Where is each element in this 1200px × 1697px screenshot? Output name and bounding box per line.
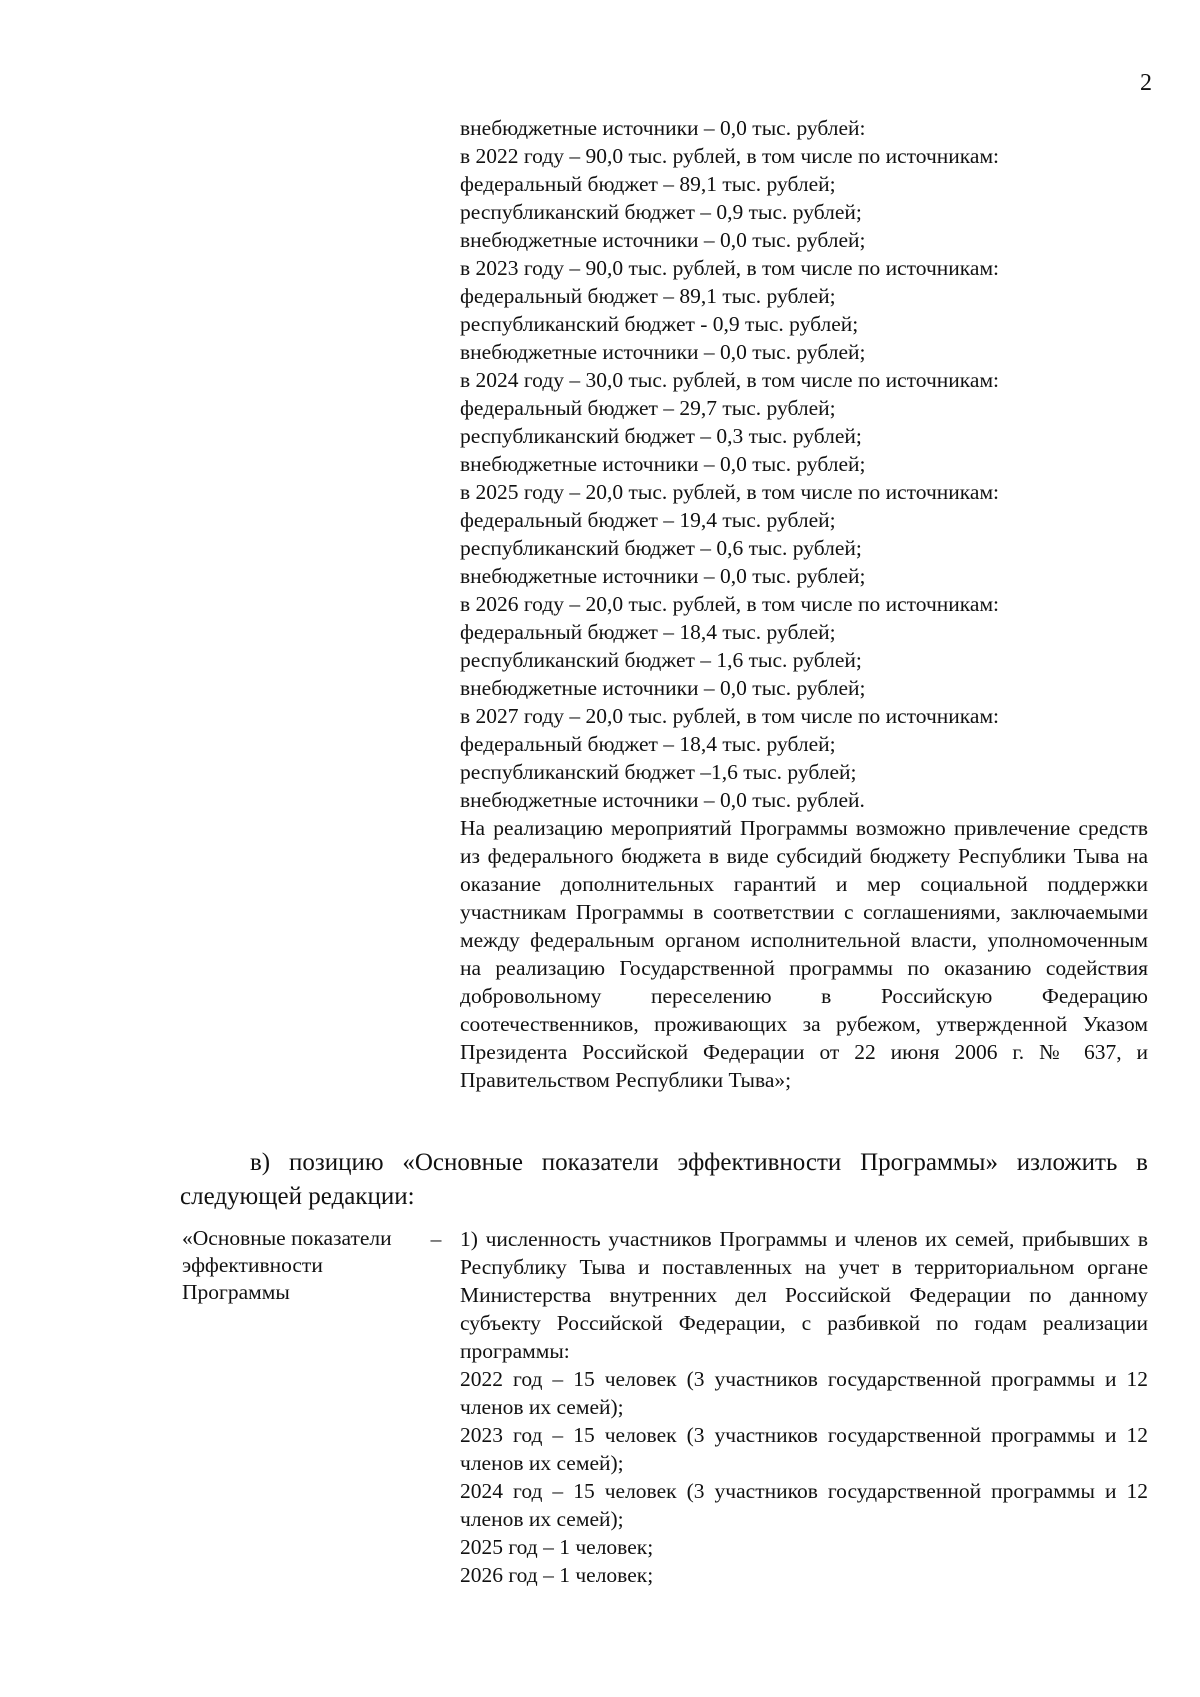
funding-line: республиканский бюджет – 0,9 тыс. рублей; <box>460 200 862 224</box>
funding-line: федеральный бюджет – 29,7 тыс. рублей; <box>460 396 836 420</box>
funding-line: республиканский бюджет – 1,6 тыс. рублей; <box>460 648 862 672</box>
amendment-instruction: в) позицию «Основные показатели эффективности Программы» изложить в следующей редакции: <box>180 1149 1148 1210</box>
position-label: «Основные показатели эффективности Программы <box>182 1226 392 1304</box>
funding-line: республиканский бюджет – 0,6 тыс. рублей; <box>460 536 862 560</box>
funding-line: внебюджетные источники – 0,0 тыс. рублей; <box>460 340 866 364</box>
funding-line: республиканский бюджет - 0,9 тыс. рублей; <box>460 312 859 336</box>
indicator-year: 2025 год – 1 человек; <box>460 1535 654 1559</box>
position-body <box>460 1225 1148 1589</box>
position-dash: – <box>430 1227 442 1251</box>
funding-line: в 2024 году – 30,0 тыс. рублей, в том числе по источникам: <box>460 368 1000 392</box>
funding-line: федеральный бюджет – 89,1 тыс. рублей; <box>460 284 836 308</box>
funding-line: республиканский бюджет –1,6 тыс. рублей; <box>460 760 857 784</box>
funding-line: внебюджетные источники – 0,0 тыс. рублей; <box>460 564 866 588</box>
indicator-intro: 1) численность участников Программы и членов их семей, прибывших в Республику Тыва и поставленных на учет в территориальном органе Министерства внутренних дел Российской Федерации по данному субъекту Российской Федерации, с разбивкой по годам реализации программы: <box>460 1227 1148 1363</box>
page-number: 2 <box>1140 70 1152 96</box>
funding-line: внебюджетные источники – 0,0 тыс. рублей; <box>460 452 866 476</box>
funding-line: федеральный бюджет – 18,4 тыс. рублей; <box>460 620 836 644</box>
funding-line: федеральный бюджет – 19,4 тыс. рублей; <box>460 508 836 532</box>
funding-line: федеральный бюджет – 89,1 тыс. рублей; <box>460 172 836 196</box>
funding-line: внебюджетные источники – 0,0 тыс. рублей; <box>460 228 866 252</box>
indicator-year: 2022 год – 15 человек (3 участников государственной программы и 12 членов их семей); <box>460 1367 1148 1419</box>
funding-line: в 2022 году – 90,0 тыс. рублей, в том числе по источникам: <box>460 144 1000 168</box>
funding-line: республиканский бюджет – 0,3 тыс. рублей; <box>460 424 862 448</box>
indicator-year: 2023 год – 15 человек (3 участников государственной программы и 12 членов их семей); <box>460 1423 1148 1475</box>
funding-line: в 2026 году – 20,0 тыс. рублей, в том числе по источникам: <box>460 592 1000 616</box>
indicator-year: 2026 год – 1 человек; <box>460 1563 654 1587</box>
funding-line: внебюджетные источники – 0,0 тыс. рублей: <box>460 116 866 140</box>
funding-line: внебюджетные источники – 0,0 тыс. рублей; <box>460 676 866 700</box>
funding-paragraph: На реализацию мероприятий Программы возможно привлечение средств из федерального бюджета в виде субсидий бюджету Республики Тыва на оказание дополнительных гарантий и мер социальной поддержки участникам Программы в соответствии с соглашениями, заключаемыми между федеральным органом исполнительной власти, уполномоченным на реализацию Государственной программы по оказанию содействия добровольному переселению в Российскую Федерацию соотечественников, проживающих за рубежом, утвержденной Указом Президента Российской Федерации от 22 июня 2006 г. № 637, и Правительством Республики Тыва»; <box>460 816 1148 1092</box>
funding-line: в 2027 году – 20,0 тыс. рублей, в том числе по источникам: <box>460 704 1000 728</box>
position-row <box>182 1225 1148 1589</box>
funding-line: федеральный бюджет – 18,4 тыс. рублей; <box>460 732 836 756</box>
indicator-year: 2024 год – 15 человек (3 участников государственной программы и 12 членов их семей); <box>460 1479 1148 1531</box>
funding-section <box>460 114 1148 1094</box>
funding-line: в 2023 году – 90,0 тыс. рублей, в том числе по источникам: <box>460 256 1000 280</box>
funding-line: внебюджетные источники – 0,0 тыс. рублей. <box>460 788 865 812</box>
funding-line: в 2025 году – 20,0 тыс. рублей, в том числе по источникам: <box>460 480 1000 504</box>
